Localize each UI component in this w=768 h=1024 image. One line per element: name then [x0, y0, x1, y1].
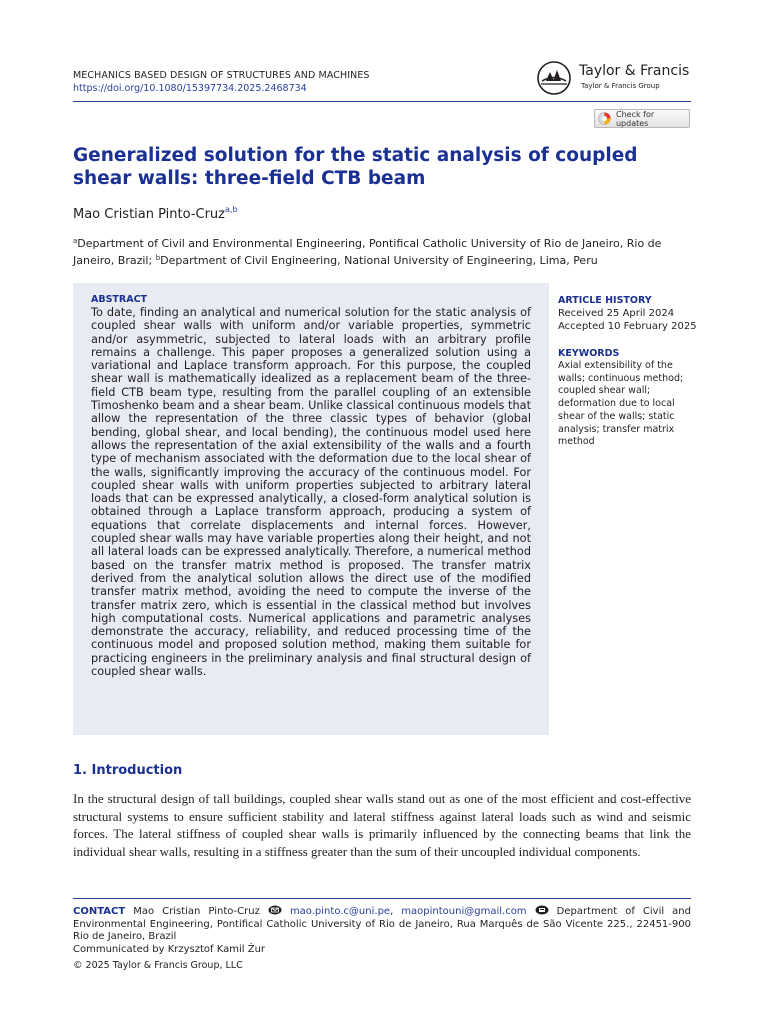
- keywords-heading: KEYWORDS: [558, 348, 620, 359]
- abstract-box: [73, 283, 549, 735]
- article-sidebar: [558, 294, 698, 449]
- email-separator: ,: [390, 906, 402, 917]
- affiliation-a: Department of Civil and Environmental Engineering, Pontifical Catholic University of Rio de Janeiro, Rio de Janeiro, Brazil;: [73, 237, 662, 267]
- affiliation-b-mark: b: [155, 254, 161, 262]
- keywords-text: Axial extensibility of the walls; continuous method; coupled shear wall; deformation due to local shear of the walls; static analysis; transfer matrix method: [558, 360, 684, 448]
- email-icon: [268, 905, 282, 915]
- journal-name: MECHANICS BASED DESIGN OF STRUCTURES AND MACHINES: [73, 70, 370, 81]
- abstract-heading: ABSTRACT: [91, 294, 148, 305]
- affiliation-b: Department of Civil Engineering, National University of Engineering, Lima, Peru: [160, 254, 598, 267]
- doi-link[interactable]: https://doi.org/10.1080/15397734.2025.2468734: [73, 83, 307, 94]
- check-updates-icon: [598, 112, 611, 125]
- publisher-name: Taylor & Francis: [579, 63, 690, 79]
- introduction-text: In the structural design of tall buildings, coupled shear walls stand out as one of the most efficient and cost-effective structural systems to ensure sufficient stability and lateral stiffness against lateral loads such as wind and seismic forces. The lateral stiffness of coupled shear walls is primarily influenced by the connecting beams that link the individual shear walls, resulting in a stiffness greater than the sum of their uncoupled individual components.: [73, 791, 691, 859]
- contact-label: CONTACT: [73, 906, 126, 917]
- copyright: © 2025 Taylor & Francis Group, LLC: [73, 960, 243, 971]
- author-line: [73, 205, 238, 222]
- email-link-2[interactable]: maopintouni@gmail.com: [401, 906, 527, 917]
- check-for-updates-button[interactable]: [594, 109, 690, 128]
- article-history-heading: ARTICLE HISTORY: [558, 295, 652, 306]
- received-date: Received 25 April 2024: [558, 308, 675, 319]
- email-link-1[interactable]: mao.pinto.c@uni.pe: [289, 906, 391, 917]
- contact-address: Department of Civil and Environmental Engineering, Pontifical Catholic University of Rio de Janeiro, Rua Marquês de São Vicente 225., 22451-900 Rio de Janeiro, Brazil: [73, 906, 691, 942]
- taylor-francis-logo-icon[interactable]: [536, 60, 572, 96]
- header-rule: [73, 101, 691, 102]
- author-affiliation-marks[interactable]: a,b: [225, 205, 238, 214]
- communicated-by: Communicated by Krzysztof Kamil Żur: [73, 944, 266, 955]
- paper-title: Generalized solution for the static analysis of coupled shear walls: three-field CTB beam: [73, 145, 638, 189]
- author-name: Mao Cristian Pinto-Cruz: [73, 207, 225, 222]
- introduction-heading: 1. Introduction: [73, 763, 183, 778]
- affiliation-a-mark: a: [73, 237, 78, 245]
- address-icon: [535, 905, 549, 915]
- contact-name: Mao Cristian Pinto-Cruz: [133, 906, 260, 917]
- check-updates-label: Check for updates: [615, 109, 655, 128]
- abstract-text: To date, finding an analytical and numerical solution for the static analysis of coupled shear walls with uniform and/or variable properties, symmetric and/or asymmetric, subjected to lateral loads with an arbitrary profile remains a challenge. This paper proposes a generalized solution using a variational and Laplace transform approach. For this purpose, the coupled shear wall is mathematically idealized as a replacement beam of the three-field CTB beam type, resulting from the parallel coupling of an extensible Timoshenko beam and a shear beam. Unlike classical continuous models that allow the representation of the three classic types of behavior (global bending, global shear, and local bending), the continuous model used here allows the representation of the axial extensibility of the walls and a fourth type of mechanism associated with the deformation due to the local shear of the walls, significantly improving the accuracy of the continuous model. For coupled shear walls with uniform properties subjected to arbitrary lateral loads that can be expressed analytically, a closed-form analytical solution is obtained through a Laplace transform approach, producing a system of equations that correlate displacements and internal forces. However, coupled shear walls may have variable properties along their height, and not all lateral loads can be expressed analytically. Therefore, a numerical method based on the transfer matrix method is proposed. The transfer matrix derived from the analytical solution allows the direct use of the modified transfer matrix method, avoiding the need to compute the inverse of the transfer matrix zero, which is essential in the classical method but involves high computational costs. Numerical applications and parametric analyses demonstrate the accuracy, reliability, and reduced processing time of the continuous model and proposed solution method, making them suitable for practicing engineers in the preliminary analysis and final structural design of coupled shear walls.: [91, 306, 531, 679]
- publisher-group: Taylor & Francis Group: [581, 82, 660, 90]
- accepted-date: Accepted 10 February 2025: [558, 321, 697, 332]
- affiliations: [73, 234, 691, 268]
- contact-block: [73, 905, 691, 944]
- footer-rule: [73, 898, 691, 899]
